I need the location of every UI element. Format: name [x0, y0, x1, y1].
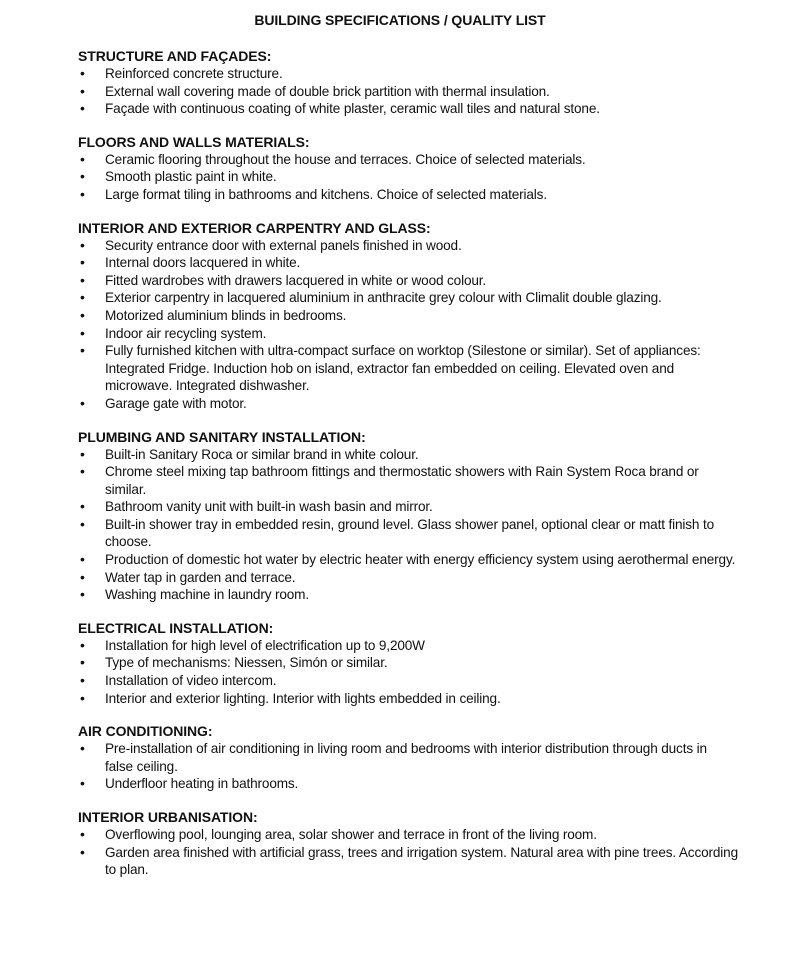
section-heading: INTERIOR URBANISATION:	[78, 809, 258, 825]
bullet-icon: •	[80, 324, 85, 341]
section	[78, 429, 738, 604]
list-item-text: Smooth plastic paint in white.	[105, 169, 277, 185]
bullet-icon: •	[80, 843, 85, 860]
list-item	[78, 342, 738, 395]
list-item	[78, 83, 738, 101]
section-heading: STRUCTURE AND FAÇADES:	[78, 48, 272, 64]
bullet-icon: •	[80, 342, 85, 359]
list-item-text: Bathroom vanity unit with built-in wash basin and mirror.	[105, 499, 433, 515]
bullet-icon: •	[80, 672, 85, 689]
list-item-text: Fitted wardrobes with drawers lacquered in white or wood colour.	[105, 272, 487, 288]
bullet-icon: •	[80, 636, 85, 653]
list-item-text: External wall covering made of double brick partition with thermal insulation.	[105, 83, 550, 99]
bullet-icon: •	[80, 168, 85, 185]
bullet-icon: •	[80, 185, 85, 202]
list-item-text: Production of domestic hot water by electric heater with energy efficiency system using aerothermal energy.	[105, 552, 736, 568]
list-item-text: Reinforced concrete structure.	[105, 66, 283, 81]
bullet-icon: •	[80, 689, 85, 706]
bullet-icon: •	[80, 271, 85, 288]
list-item	[78, 237, 738, 255]
list-item-text: Installation for high level of electrification up to 9,200W	[105, 637, 425, 653]
list-item	[78, 325, 738, 343]
list-item-text: Security entrance door with external panels finished in wood.	[105, 237, 462, 253]
list-item	[78, 637, 738, 655]
list-item	[78, 826, 738, 844]
list-item-text: Pre-installation of air conditioning in living room and bedrooms with interior distribution through ducts in false ceiling.	[105, 741, 707, 774]
bullet-icon: •	[80, 150, 85, 167]
section	[78, 723, 738, 793]
list-item	[78, 395, 738, 413]
list-item	[78, 586, 738, 604]
bullet-icon: •	[80, 65, 85, 81]
list-item-text: Façade with continuous coating of white plaster, ceramic wall tiles and natural stone.	[105, 101, 600, 117]
section-item-list	[78, 65, 738, 118]
list-item-text: Chrome steel mixing tap bathroom fittings and thermostatic showers with Rain System Roca brand or similar.	[105, 464, 699, 497]
list-item	[78, 446, 738, 464]
bullet-icon: •	[80, 826, 85, 842]
list-item-text: Garden area finished with artificial grass, trees and irrigation system. Natural area with pine trees. According to plan.	[105, 844, 738, 878]
bullet-icon: •	[80, 445, 85, 462]
bullet-icon: •	[80, 740, 85, 757]
bullet-icon: •	[80, 568, 85, 585]
section-item-list	[78, 826, 738, 879]
list-item-text: Internal doors lacquered in white.	[105, 255, 301, 271]
document-title: BUILDING SPECIFICATIONS / QUALITY LIST	[254, 12, 546, 28]
sections-container	[78, 48, 738, 895]
list-item	[78, 307, 738, 325]
list-item-text: Washing machine in laundry room.	[105, 587, 309, 603]
list-item-text: Installation of video intercom.	[105, 673, 277, 689]
section-heading: INTERIOR AND EXTERIOR CARPENTRY AND GLASS:	[78, 219, 431, 236]
section-heading: AIR CONDITIONING:	[78, 723, 213, 740]
list-item-text: Type of mechanisms: Niessen, Simón or similar.	[105, 655, 388, 671]
bullet-icon: •	[80, 463, 85, 480]
bullet-icon: •	[80, 100, 85, 117]
list-item	[78, 654, 738, 672]
section-item-list	[78, 637, 738, 707]
list-item-text: Indoor air recycling system.	[105, 325, 267, 341]
list-item	[78, 569, 738, 587]
list-item-text: Water tap in garden and terrace.	[105, 569, 296, 585]
bullet-icon: •	[80, 515, 85, 532]
list-item-text: Built-in Sanitary Roca or similar brand in white colour.	[105, 446, 419, 462]
list-item-text: Interior and exterior lighting. Interior with lights embedded in ceiling.	[105, 690, 501, 706]
list-item-text: Built-in shower tray in embedded resin, ground level. Glass shower panel, optional clear or matt finish to choose.	[105, 516, 714, 550]
bullet-icon: •	[80, 306, 85, 323]
section	[78, 620, 738, 707]
bullet-icon: •	[80, 586, 85, 603]
section	[78, 134, 738, 204]
list-item	[78, 516, 738, 551]
list-item-text: Overflowing pool, lounging area, solar shower and terrace in front of the living room.	[105, 827, 597, 842]
list-item	[78, 100, 738, 118]
list-item	[78, 151, 738, 169]
bullet-icon: •	[80, 498, 85, 515]
section-heading: PLUMBING AND SANITARY INSTALLATION:	[78, 428, 366, 445]
list-item-text: Fully furnished kitchen with ultra-compact surface on worktop (Silestone or similar). Set of appliances: Integrated Fridge. Induction hob on island, extractor fan embedded on ceiling. Elevated oven and microwave. Integrated dishwasher.	[105, 343, 701, 394]
list-item	[78, 551, 738, 569]
bullet-icon: •	[80, 289, 85, 306]
bullet-icon: •	[80, 254, 85, 271]
list-item	[78, 168, 738, 186]
section-heading: FLOORS AND WALLS MATERIALS:	[78, 133, 310, 150]
bullet-icon: •	[80, 551, 85, 568]
bullet-icon: •	[80, 236, 85, 253]
section	[78, 48, 738, 118]
section-item-list	[78, 151, 738, 204]
list-item	[78, 740, 738, 775]
section-item-list	[78, 740, 738, 793]
bullet-icon: •	[80, 775, 85, 792]
list-item	[78, 272, 738, 290]
list-item	[78, 463, 738, 498]
bullet-icon: •	[80, 654, 85, 671]
bullet-icon: •	[80, 394, 85, 411]
list-item	[78, 498, 738, 516]
list-item	[78, 844, 738, 879]
list-item	[78, 672, 738, 690]
list-item-text: Motorized aluminium blinds in bedrooms.	[105, 307, 347, 323]
list-item-text: Garage gate with motor.	[105, 395, 247, 411]
section-item-list	[78, 237, 738, 413]
bullet-icon: •	[80, 82, 85, 99]
list-item	[78, 65, 738, 83]
section-item-list	[78, 446, 738, 604]
section	[78, 220, 738, 413]
list-item	[78, 690, 738, 708]
list-item-text: Underfloor heating in bathrooms.	[105, 776, 299, 792]
list-item	[78, 254, 738, 272]
section	[78, 809, 738, 879]
list-item	[78, 289, 738, 307]
list-item-text: Ceramic flooring throughout the house and terraces. Choice of selected materials.	[105, 151, 586, 167]
list-item	[78, 775, 738, 793]
section-heading: ELECTRICAL INSTALLATION:	[78, 619, 274, 636]
list-item-text: Large format tiling in bathrooms and kitchens. Choice of selected materials.	[105, 186, 547, 202]
list-item-text: Exterior carpentry in lacquered aluminium in anthracite grey colour with Climalit double glazing.	[105, 290, 662, 306]
list-item	[78, 186, 738, 204]
